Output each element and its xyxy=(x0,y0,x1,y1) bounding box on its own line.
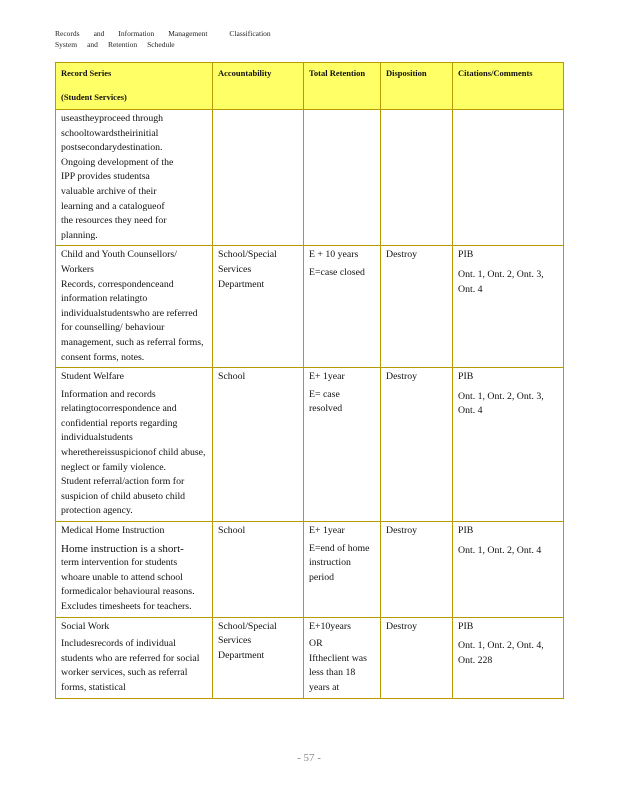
record-series-label: Record Series xyxy=(61,68,112,78)
empty-cell xyxy=(304,110,381,246)
header-line-2 xyxy=(55,39,285,50)
header-word: Schedule xyxy=(147,40,175,49)
retention-value: E+ 1year xyxy=(309,371,345,383)
retention-value: E+ 1year xyxy=(309,525,345,537)
record-series-cell xyxy=(56,617,213,698)
continued-line: useastheyproceed through xyxy=(61,113,164,124)
empty-cell xyxy=(453,110,564,246)
table-row-continued xyxy=(56,110,564,246)
citation-label: PIB xyxy=(458,525,474,537)
table-header-row xyxy=(56,63,564,110)
table-row xyxy=(56,246,564,368)
header-word: Management xyxy=(168,29,208,38)
header-word: System xyxy=(55,40,78,49)
record-title: Social Work xyxy=(61,620,110,632)
disposition-cell: Destroy xyxy=(381,246,453,368)
continued-line: planning. xyxy=(61,229,98,241)
retention-note: Ifthеclient was less than 18 years at xyxy=(309,652,367,693)
citation-detail: Ont. 1, Ont. 2, Ont. 3, Ont. 4 xyxy=(458,390,544,417)
retention-value: E+10years xyxy=(309,620,351,632)
record-title: Student Welfare xyxy=(61,371,124,383)
table-row xyxy=(56,522,564,618)
accountability-cell: School/Special Services Department xyxy=(213,246,304,368)
record-description-lead: Home instruction is a short- xyxy=(61,542,184,555)
table-row xyxy=(56,617,564,698)
record-series-cell xyxy=(56,246,213,368)
record-title: Child and Youth Counsellors/ Workers xyxy=(61,249,177,275)
retention-note: E=end of home instruction period xyxy=(309,542,370,583)
header-word: Records xyxy=(55,29,80,38)
column-header-citations: Citations/Comments xyxy=(453,63,564,110)
disposition-cell: Destroy xyxy=(381,368,453,522)
retention-note: E=case closed xyxy=(309,266,365,278)
citation-detail: Ont. 1, Ont. 2, Ont. 4 xyxy=(458,544,542,556)
header-word: and xyxy=(87,40,98,49)
column-header-accountability: Accountability xyxy=(213,63,304,110)
column-header-disposition: Disposition xyxy=(381,63,453,110)
citations-cell xyxy=(453,617,564,698)
accountability-cell: School xyxy=(213,522,304,618)
column-header-record-series xyxy=(56,63,213,110)
citation-label: PIB xyxy=(458,249,474,261)
record-series-cell xyxy=(56,522,213,618)
retention-note: E= case resolved xyxy=(309,388,343,415)
column-header-total-retention: Total Retention xyxy=(304,63,381,110)
empty-cell xyxy=(381,110,453,246)
header-line-1 xyxy=(55,28,285,39)
continued-line: valuable archive of their xyxy=(61,185,157,197)
citations-cell xyxy=(453,246,564,368)
record-description-extra: Student referral/action form for suspicion of child abuseto child protection agency. xyxy=(61,476,186,517)
continued-line: Ongoing development of the xyxy=(61,156,174,168)
record-description: Records, correspondenceand information relatingto individualstudentswho are referred for counselling/ behaviour management, such as referral forms, consent forms, notes. xyxy=(61,278,204,363)
continued-line: postsecondarydestination. xyxy=(61,142,163,154)
record-series-sublabel: (Student Services) xyxy=(61,92,127,102)
accountability-cell: School xyxy=(213,368,304,522)
disposition-cell: Destroy xyxy=(381,617,453,698)
continued-line: schooltowardstheirinitial xyxy=(61,127,159,139)
header-word: Information xyxy=(118,29,155,38)
disposition-cell: Destroy xyxy=(381,522,453,618)
retention-schedule-table xyxy=(55,62,564,699)
citations-cell xyxy=(453,522,564,618)
continued-line: learning and a catalogueof xyxy=(61,200,165,212)
citation-detail: Ont. 1, Ont. 2, Ont. 4, Ont. 228 xyxy=(458,640,544,666)
header-word: and xyxy=(93,29,105,38)
continued-line: IPP provides studentsa xyxy=(61,171,150,183)
accountability-cell: School/Special Services Department xyxy=(213,617,304,698)
citations-cell xyxy=(453,368,564,522)
retention-cell xyxy=(304,368,381,522)
header-word: Retention xyxy=(107,40,138,49)
continued-line: the resources they need for xyxy=(61,215,167,227)
retention-cell xyxy=(304,246,381,368)
record-title: Medical Home Instruction xyxy=(61,525,165,537)
record-description: term intervention for students whoare unable to attend school formedicalor behavioural reasons. Excludes timesheets for teachers. xyxy=(61,557,195,612)
retention-cell xyxy=(304,522,381,618)
retention-cell xyxy=(304,617,381,698)
header-word: Classification xyxy=(229,29,271,38)
page-number: - 57 - xyxy=(297,752,321,764)
record-description: Includesrecords of individual students who are referred for social worker services, such as referral forms, statistical xyxy=(61,638,200,693)
citation-label: PIB xyxy=(458,620,474,632)
citation-label: PIB xyxy=(458,371,474,383)
table-row xyxy=(56,368,564,522)
document-header xyxy=(55,28,285,50)
record-series-cell xyxy=(56,368,213,522)
retention-value: E + 10 years xyxy=(309,249,359,261)
empty-cell xyxy=(213,110,304,246)
citation-detail: Ont. 1, Ont. 2, Ont. 3, Ont. 4 xyxy=(458,268,544,295)
continued-description xyxy=(56,110,213,246)
retention-or: OR xyxy=(309,638,323,650)
record-description: Information and records relatingtocorrespondence and confidential reports regarding individualstudents wheretherеissuspicionof child abuse, neglect or family violence. xyxy=(61,388,206,473)
